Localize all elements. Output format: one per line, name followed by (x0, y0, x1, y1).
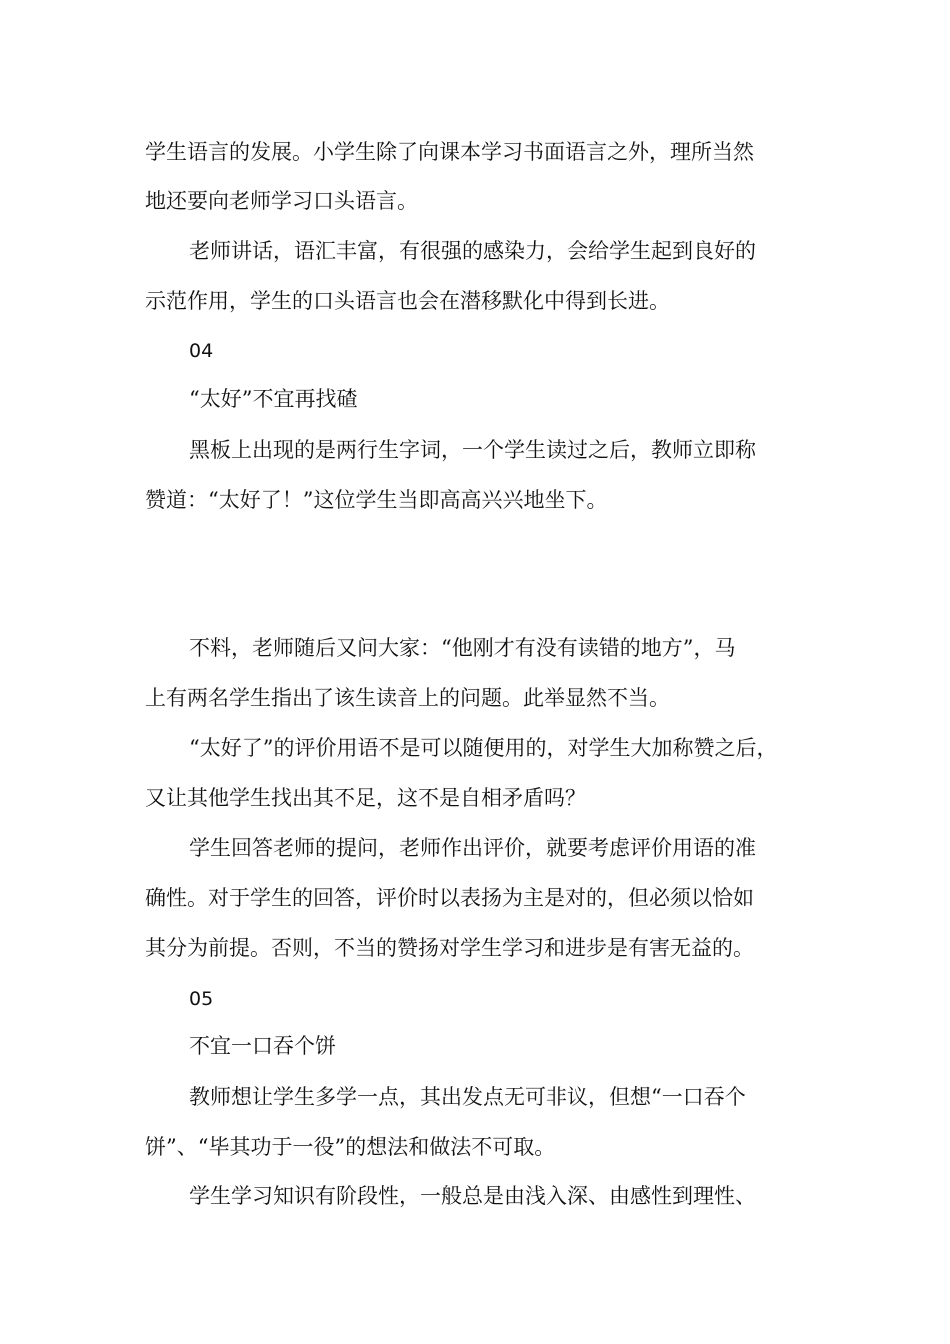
paragraph-line: 其分为前提。否则，不当的赞扬对学生学习和进步是有害无益的。 (145, 936, 754, 960)
paragraph-line: 教师想让学生多学一点，其出发点无可非议，但想“一口吞个 (189, 1085, 746, 1109)
paragraph-line: 学生回答老师的提问，老师作出评价，就要考虑评价用语的准 (189, 836, 756, 860)
paragraph-line: 学生学习知识有阶段性，一般总是由浅入深、由感性到理性、 (189, 1184, 756, 1208)
paragraph-line: 赞道：“太好了！”这位学生当即高高兴兴地坐下。 (145, 488, 608, 512)
paragraph-line: 老师讲话，语汇丰富，有很强的感染力，会给学生起到良好的 (189, 239, 756, 263)
paragraph-line: 黑板上出现的是两行生字词，一个学生读过之后，教师立即称 (189, 438, 756, 462)
paragraph-line: 示范作用，学生的口头语言也会在潜移默化中得到长进。 (145, 289, 670, 313)
section-number: 04 (189, 340, 214, 362)
paragraph-line: 确性。对于学生的回答，评价时以表扬为主是对的，但必须以恰如 (145, 886, 754, 910)
paragraph-line: 饼”、“毕其功于一役”的想法和做法不可取。 (145, 1135, 556, 1159)
paragraph-line: 上有两名学生指出了该生读音上的问题。此举显然不当。 (145, 686, 670, 710)
section-heading: “太好”不宜再找碴 (189, 387, 358, 411)
paragraph-line: 学生语言的发展。小学生除了向课本学习书面语言之外，理所当然 (145, 140, 754, 164)
paragraph-line: 不料，老师随后又问大家：“他刚才有没有读错的地方”，马 (189, 636, 736, 660)
paragraph-line: 地还要向老师学习口头语言。 (145, 189, 418, 213)
section-number: 05 (189, 988, 214, 1010)
paragraph-line: “太好了”的评价用语不是可以随便用的，对学生大加称赞之后， (189, 736, 778, 760)
section-heading: 不宜一口吞个饼 (189, 1034, 336, 1058)
paragraph-line: 又让其他学生找出其不足，这不是自相矛盾吗？ (145, 786, 586, 810)
